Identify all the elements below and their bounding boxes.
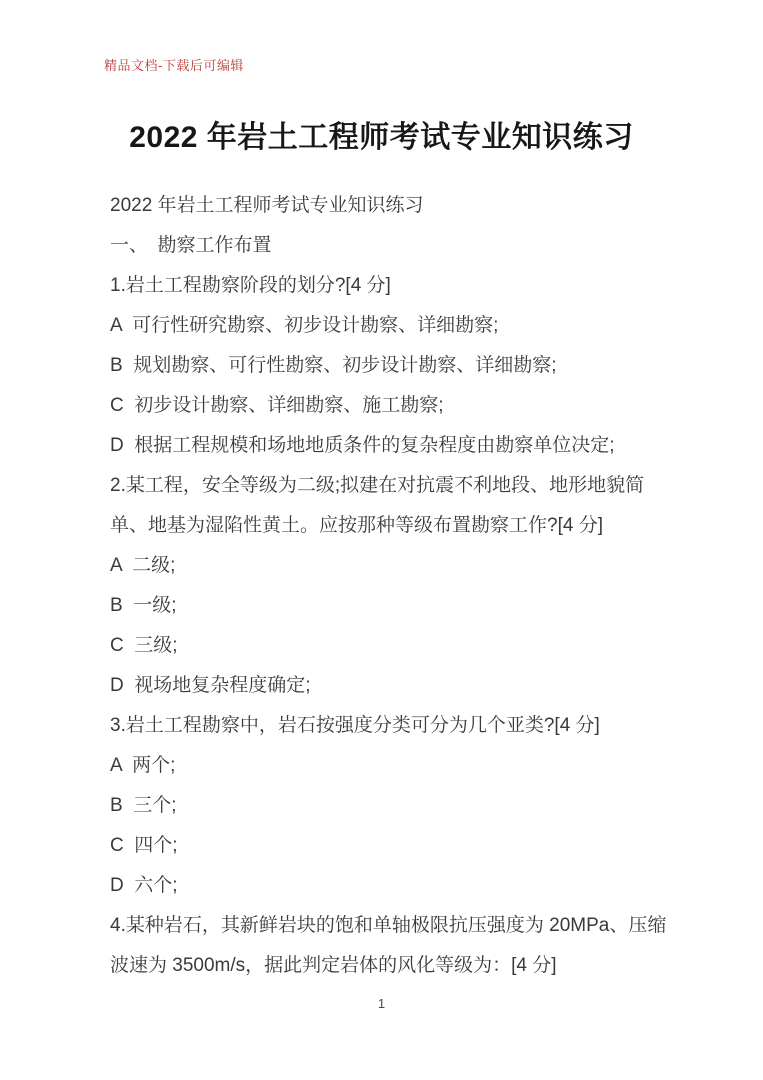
question-2-stem-line-1: 2.某工程，安全等级为二级;拟建在对抗震不利地段、地形地貌简 <box>110 475 645 496</box>
question-3-option-d: D 六个; <box>110 875 178 896</box>
question-3-option-b: B 三个; <box>110 795 177 816</box>
question-1-option-b: B 规划勘察、可行性勘察、初步设计勘察、详细勘察; <box>110 355 557 376</box>
question-3-stem: 3.岩土工程勘察中，岩石按强度分类可分为几个亚类?[4 分] <box>110 715 600 736</box>
question-1-option-a: A 可行性研究勘察、初步设计勘察、详细勘察; <box>110 315 499 336</box>
question-2-stem-line-2: 单、地基为湿陷性黄土。应按那种等级布置勘察工作?[4 分] <box>110 515 603 536</box>
page-number: 1 <box>377 996 386 1011</box>
question-1-stem: 1.岩土工程勘察阶段的划分?[4 分] <box>110 275 391 296</box>
question-3-option-a: A 两个; <box>110 755 176 776</box>
subtitle-line: 2022 年岩土工程师考试专业知识练习 <box>110 195 424 216</box>
document-title: 2022 年岩土工程师考试专业知识练习 <box>129 121 634 154</box>
section-heading: 一、 勘察工作布置 <box>110 235 272 256</box>
question-4-stem-line-2: 波速为 3500m/s，据此判定岩体的风化等级为：[4 分] <box>110 955 557 976</box>
question-3-option-c: C 四个; <box>110 835 178 856</box>
question-2-option-c: C 三级; <box>110 635 178 656</box>
question-1-option-c: C 初步设计勘察、详细勘察、施工勘察; <box>110 395 444 416</box>
watermark-text: 精品文档-下载后可编辑 <box>104 58 244 73</box>
question-2-option-d: D 视场地复杂程度确定; <box>110 675 311 696</box>
question-1-option-d: D 根据工程规模和场地地质条件的复杂程度由勘察单位决定; <box>110 435 615 456</box>
question-2-option-a: A 二级; <box>110 555 176 576</box>
document-body <box>110 186 670 986</box>
question-2-option-b: B 一级; <box>110 595 177 616</box>
question-4-stem-line-1: 4.某种岩石，其新鲜岩块的饱和单轴极限抗压强度为 20MPa、压缩 <box>110 915 667 936</box>
